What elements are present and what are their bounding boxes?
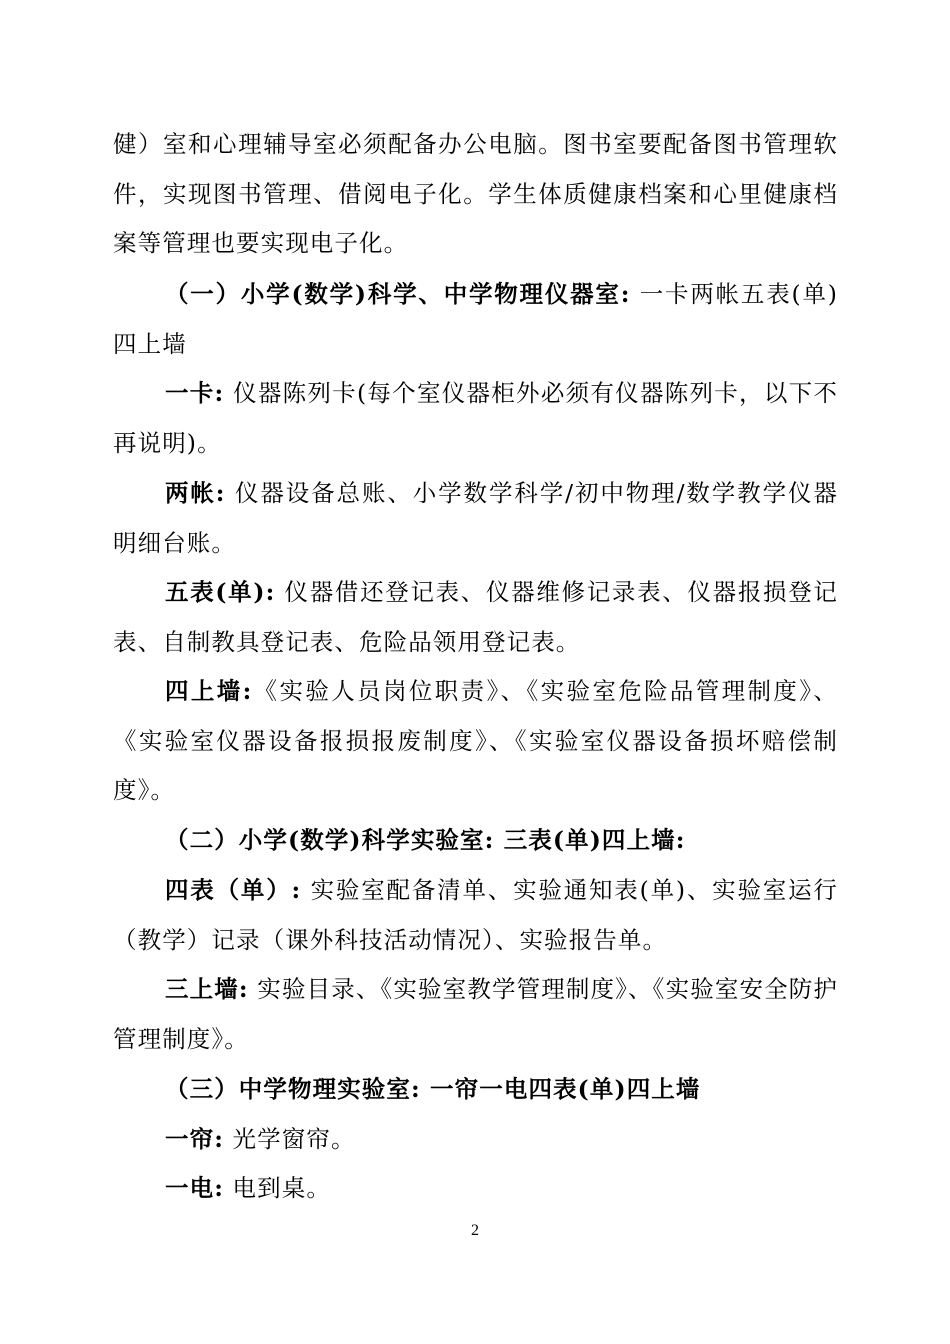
section-heading-physics-lab: [113, 1065, 838, 1115]
section-heading-instrument-room-text: 一卡两帐五表(单)四上墙: [113, 280, 838, 358]
paragraph-four-forms-text: 实验室配备清单、实验通知表(单)、实验室运行（教学）记录（课外科技活动情况）、实验报告单。: [113, 876, 839, 954]
paragraph-four-wall-items-lead: 四上墙:: [165, 677, 253, 705]
paragraph-five-forms: [113, 568, 838, 667]
paragraph-three-wall-items: [113, 965, 838, 1064]
paragraph-one-card-text: 仪器陈列卡(每个室仪器柜外必须有仪器陈列卡，以下不再说明)。: [113, 379, 838, 457]
paragraph-one-card: [113, 369, 838, 468]
section-heading-instrument-room: [113, 270, 838, 369]
paragraph-two-ledgers-text: 仪器设备总账、小学数学科学/初中物理/数学教学仪器明细台账。: [113, 479, 838, 557]
section-heading-primary-lab-lead: （二）小学(数学)科学实验室: 三表(单)四上墙:: [165, 826, 686, 854]
paragraph-four-wall-items-text: 《实验人员岗位职责》、《实验室危险品管理制度》、《实验室仪器设备报损报废制度》、《实验室仪器设备损坏赔偿制度》。: [113, 677, 838, 804]
paragraph-three-wall-items-text: 实验目录、《实验室教学管理制度》、《实验室安全防护管理制度》。: [113, 975, 838, 1053]
paragraph-four-forms: [113, 866, 838, 965]
paragraph-one-power-text: 电到桌。: [223, 1174, 331, 1202]
paragraph-one-power-lead: 一电:: [165, 1174, 224, 1202]
section-heading-instrument-room-lead: （一）小学(数学)科学、中学物理仪器室:: [165, 280, 631, 308]
paragraph-three-wall-items-lead: 三上墙:: [165, 975, 249, 1003]
paragraph-one-power: [113, 1164, 838, 1214]
paragraph-intro-text: 健）室和心理辅导室必须配备办公电脑。图书室要配备图书管理软件，实现图书管理、借阅电子化。学生体质健康档案和心里健康档案等管理也要实现电子化。: [113, 130, 838, 257]
paragraph-five-forms-lead: 五表(单):: [165, 578, 276, 606]
section-heading-physics-lab-lead: （三）中学物理实验室: 一帘一电四表(单)四上墙: [165, 1075, 701, 1103]
paragraph-five-forms-text: 仪器借还登记表、仪器维修记录表、仪器报损登记表、自制教具登记表、危险品领用登记表。: [113, 578, 838, 656]
paragraph-one-card-lead: 一卡:: [165, 379, 225, 407]
page-number: 2: [471, 1222, 479, 1239]
paragraph-four-forms-lead: 四表（单）:: [165, 876, 302, 904]
paragraph-one-curtain: [113, 1115, 838, 1165]
paragraph-one-curtain-lead: 一帘:: [165, 1125, 224, 1153]
section-heading-primary-lab: [113, 816, 838, 866]
paragraph-one-curtain-text: 光学窗帘。: [223, 1125, 356, 1153]
paragraph-intro: [113, 120, 838, 269]
paragraph-two-ledgers: [113, 469, 838, 568]
paragraph-two-ledgers-lead: 两帐:: [165, 479, 226, 507]
paragraph-four-wall-items: [113, 667, 838, 816]
